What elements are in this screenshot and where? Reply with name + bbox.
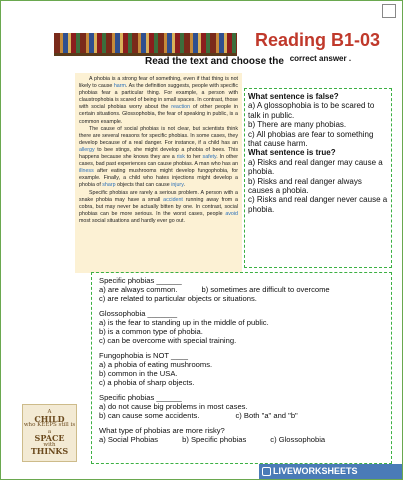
liveworksheets-watermark [259,464,402,479]
question-4-option-c[interactable]: c) can be overcome with special training. [99,336,237,345]
instruction-small: correct answer . [289,54,352,63]
question-3-option-c[interactable]: c) are related to particular objects or situations. [99,294,257,303]
vocabulary-word: risk [176,154,185,161]
book-line-5: with [43,441,56,448]
vocabulary-word: reaction [171,104,191,111]
vocabulary-word: harm [113,83,126,90]
book-line-2: CHILD [34,413,65,424]
question-5: Fungophobia is NOT ____ [99,351,188,360]
corner-checkbox[interactable] [382,4,396,18]
book-cover-image [22,404,77,462]
vocabulary-word: sharp [102,182,116,189]
bookshelf-banner-image [54,33,237,56]
vocabulary-word: accident [163,196,183,203]
passage-text: to bee stings, she might develop a phobia of bees. This happens because she knows they are a [79,146,238,161]
paragraph-2 [79,126,238,190]
passage-text: most social situations and hardly ever go out. [79,217,185,224]
passage-text: running away from a cobra, but may never be actually bitten by one. In contrast, social phobias can be more serious. In the worst cases, people [79,196,239,217]
question-2-option-b[interactable]: b) Risks and real danger always causes a phobia. [248,176,362,196]
passage-text: to her [184,154,203,161]
question-4-option-a[interactable]: a) is the fear to standing up in the middle of public. [99,318,269,327]
passage-text: after eating mushrooms might develop fungophobia, for example. Finally, a child who hates injections might develop a phobia of [79,168,238,189]
question-1-option-c[interactable]: c) All phobias are fear to something that cause harm. [248,129,374,149]
book-line-6: THINKS [30,446,69,456]
passage-text: of other people in certain situations. Glossophobia, the fear of speaking in public, is a common example. [79,104,238,125]
question-6-option-c[interactable]: c) Both "a" and "b" [235,411,298,420]
question-5-option-b[interactable]: b) common in the USA. [99,369,178,378]
questions-top-box [244,88,392,268]
passage-text: Specific phobias are rarely a serious problem. A person with a snake phobia may have a small [79,189,238,203]
vocabulary-word: safety [202,154,217,161]
passage-text: The cause of social phobias is not clear, but scientists think there are several reasons for specific phobias. In some cases, they develop because of a real danger. For instance, if a child has an [79,125,238,146]
question-6-option-b[interactable]: b) can cause some accidents. [99,411,200,420]
passage-text: . As the definition suggests, people with specific phobias fear a particular thing. For example, a person with claustrophobia is scared of being in small spaces. In contrast, those with social phobias worry about the [79,83,238,111]
question-7-option-a[interactable]: a) Social Phobias [99,435,159,444]
question-2-option-c[interactable]: c) Risks and real danger never cause a phobia. [248,195,388,214]
question-6-option-a[interactable]: a) do not cause big problems in most cases. [99,402,248,411]
watermark-text: LIVEWORKSHEETS [273,466,358,476]
question-1-option-a[interactable]: a) A glossophobia is to be scared to talk in public. [248,101,375,120]
passage-text: objects that can cause [115,182,172,189]
question-3: Specific phobias ______ [99,276,182,285]
question-5-option-c[interactable]: c) a phobia of sharp objects. [99,378,195,387]
question-7: What type of phobias are more risky? [99,426,225,435]
question-3-option-b[interactable]: b) sometimes are difficult to overcome [201,285,330,294]
vocabulary-word: illness [79,168,94,175]
question-2: What sentence is true? [248,148,336,158]
vocabulary-word: injury [171,182,184,189]
questions-bottom-box [91,272,392,464]
passage-text: . [183,182,185,189]
question-2-option-a[interactable]: a) Risks and real danger may cause a phobia. [248,157,383,177]
question-3-option-a[interactable]: a) are always common. [99,285,178,294]
instruction-main: Read the text and choose the [145,56,284,67]
question-7-options-row [99,435,384,444]
book-line-1: A [47,409,52,415]
liveworksheets-logo-icon [262,467,271,476]
question-7-option-b[interactable]: b) Specific phobias [182,435,247,444]
question-6-options-row-2 [99,411,384,420]
question-5-option-a[interactable]: a) a phobia of eating mushrooms. [99,360,213,369]
book-line-4: SPACE [34,433,65,443]
page-title: Reading B1-03 [255,30,381,50]
book-line-3: who KEEPS still is a [23,422,76,435]
paragraph-3 [79,190,238,225]
question-6: Specific phobias ______ [99,393,182,402]
question-3-options-row-1 [99,285,384,294]
passage-text: A phobia is a strong fear of something, even if that thing is not likely to cause [79,76,238,90]
paragraph-1 [79,76,238,126]
vocabulary-word: allergy [79,146,95,153]
question-1: What sentence is false? [248,92,339,101]
vocabulary-word: avoid [225,210,238,217]
question-7-option-c[interactable]: c) Glossophobia [270,435,326,444]
question-4: Glossophobia _______ [99,309,178,318]
passage-text: . In other cases, bad past experiences can cause phobias. A man who has an [79,154,239,168]
question-1-option-b[interactable]: b) There are many phobias. [248,120,347,130]
question-4-option-b[interactable]: b) is a common type of phobia. [99,327,203,336]
reading-passage [75,73,242,273]
instruction [145,54,351,67]
